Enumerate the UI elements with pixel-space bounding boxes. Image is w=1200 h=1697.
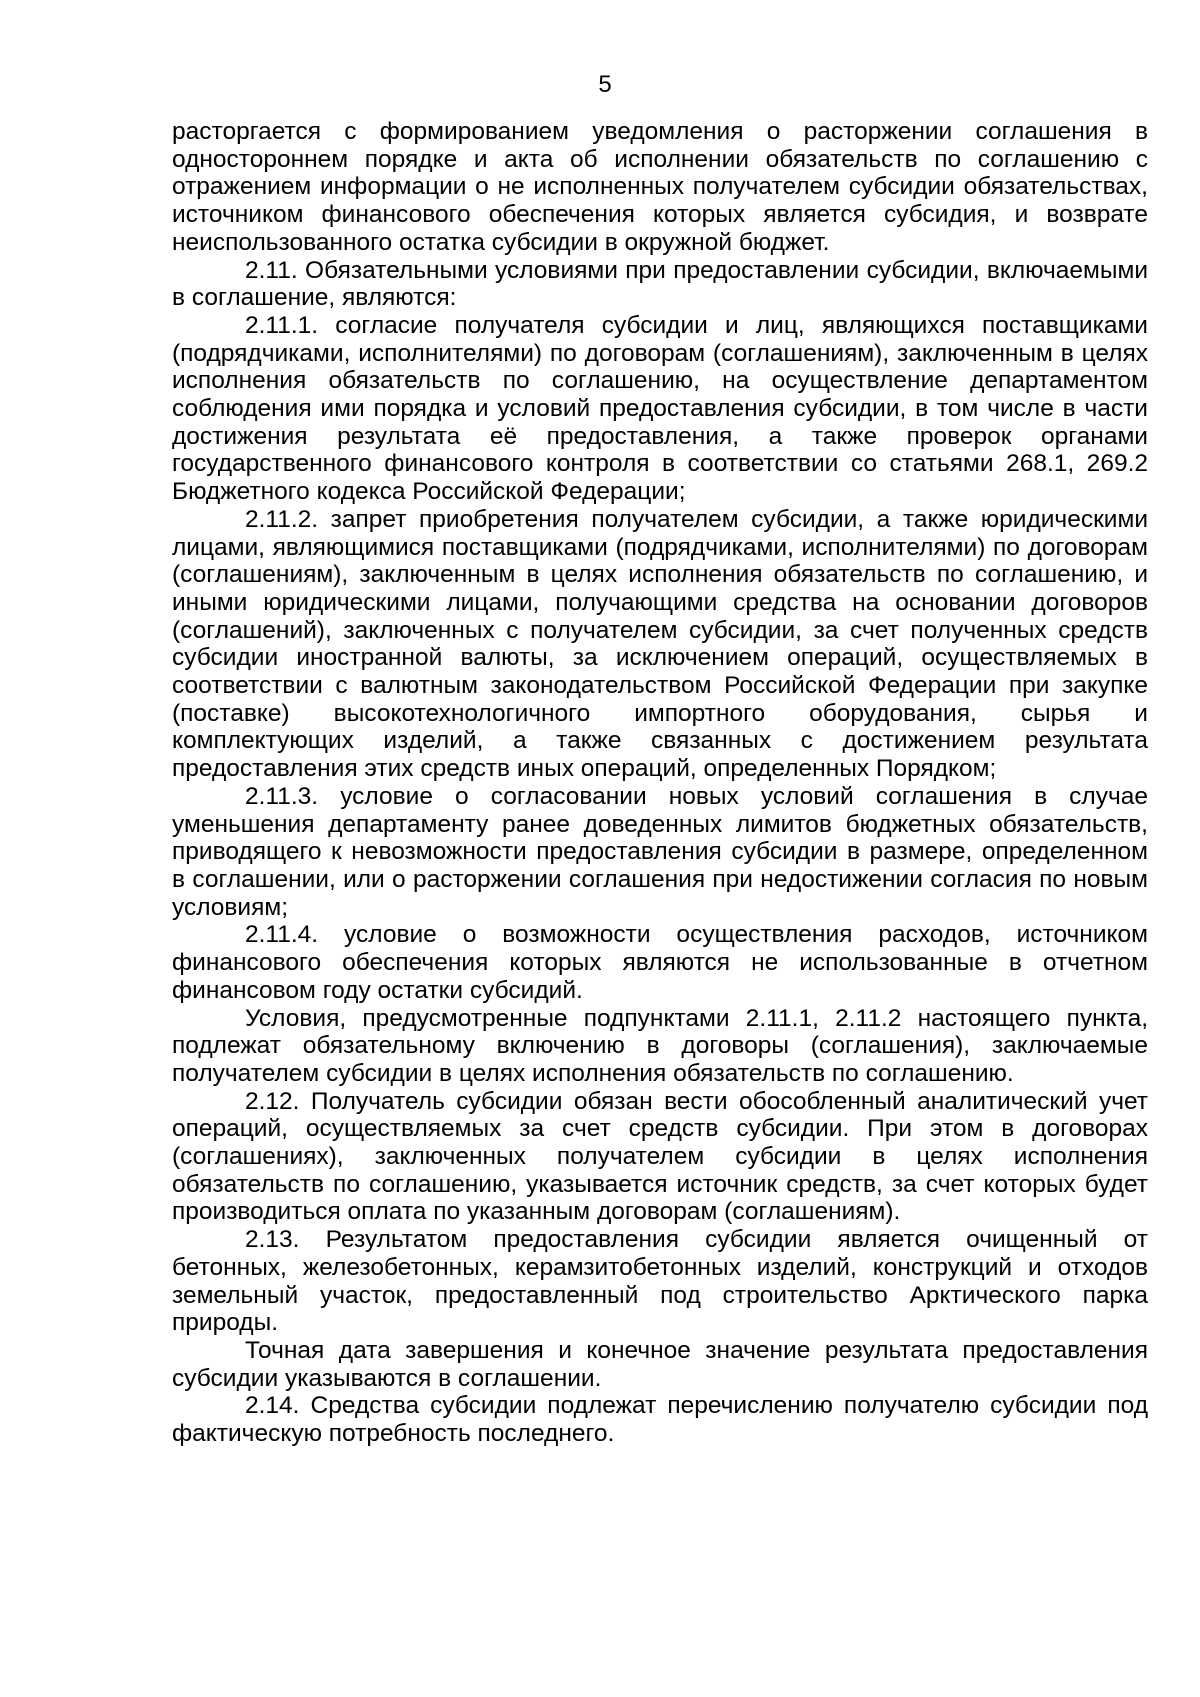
paragraph: 2.11.3. условие о согласовании новых условий соглашения в случае уменьшения департаменту ранее доведенных лимитов бюджетных обязательств, приводящего к невозможности предоставления субсидии в размере, определенном в соглашении, или о расторжении соглашения при недостижении согласия по новым условиям;: [172, 782, 1148, 921]
paragraph: Условия, предусмотренные подпунктами 2.11.1, 2.11.2 настоящего пункта, подлежат обязательному включению в договоры (соглашения), заключаемые получателем субсидии в целях исполнения обязательств по соглашению.: [172, 1004, 1148, 1087]
paragraph: 2.11. Обязательными условиями при предоставлении субсидии, включаемыми в соглашение, являются:: [172, 256, 1148, 312]
paragraph: 2.14. Средства субсидии подлежат перечислению получателю субсидии под фактическую потребность последнего.: [172, 1392, 1148, 1448]
paragraph: 2.12. Получатель субсидии обязан вести обособленный аналитический учет операций, осуществляемых за счет средств субсидии. При этом в договорах (соглашениях), заключенных получателем субсидии в целях исполнения обязательств по соглашению, указывается источник средств, за счет которых будет производиться оплата по указанным договорам (соглашениям).: [172, 1087, 1148, 1226]
paragraph: 2.11.4. условие о возможности осуществления расходов, источником финансового обеспечения которых являются не использованные в отчетном финансовом году остатки субсидий.: [172, 921, 1148, 1004]
paragraph: Точная дата завершения и конечное значение результата предоставления субсидии указываются в соглашении.: [172, 1336, 1148, 1392]
document-body: [172, 118, 1148, 1448]
paragraph: 2.11.1. согласие получателя субсидии и лиц, являющихся поставщиками (подрядчиками, исполнителями) по договорам (соглашениям), заключенным в целях исполнения обязательств по соглашению, на осуществление департаментом соблюдения ими порядка и условий предоставления субсидии, в том числе в части достижения результата её предоставления, а также проверок органами государственного финансового контроля в соответствии со статьями 268.1, 269.2 Бюджетного кодекса Российской Федерации;: [172, 311, 1148, 506]
paragraph: 2.13. Результатом предоставления субсидии является очищенный от бетонных, железобетонных, керамзитобетонных изделий, конструкций и отходов земельный участок, предоставленный под строительство Арктического парка природы.: [172, 1226, 1148, 1337]
page-number: 5: [598, 71, 612, 98]
paragraph: 2.11.2. запрет приобретения получателем субсидии, а также юридическими лицами, являющимися поставщиками (подрядчиками, исполнителями) по договорам (соглашениям), заключенным в целях исполнения обязательств по соглашению, и иными юридическими лицами, получающими средства на основании договоров (соглашений), заключенных с получателем субсидии, за счет полученных средств субсидии иностранной валюты, за исключением операций, осуществляемых в соответствии с валютным законодательством Российской Федерации при закупке (поставке) высокотехнологичного импортного оборудования, сырья и комплектующих изделий, а также связанных с достижением результата предоставления этих средств иных операций, определенных Порядком;: [172, 505, 1148, 783]
paragraph: расторгается с формированием уведомления о расторжении соглашения в одностороннем порядке и акта об исполнении обязательств по соглашению с отражением информации о не исполненных получателем субсидии обязательствах, источником финансового обеспечения которых является субсидия, и возврате неиспользованного остатка субсидии в окружной бюджет.: [172, 118, 1148, 256]
